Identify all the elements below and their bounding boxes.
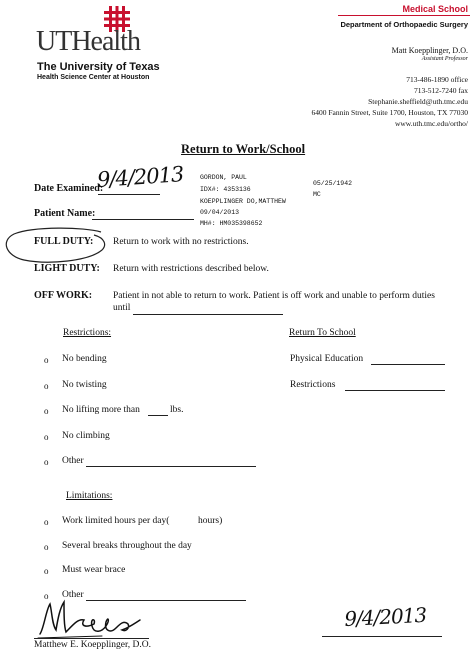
sticker-dob: 05/25/1942 [313, 180, 353, 187]
limitation-label: Must wear brace [62, 565, 126, 575]
contact-title: Assistant Professor [421, 56, 468, 62]
light-duty-label: LIGHT DUTY: [34, 263, 100, 274]
date-examined-line [98, 194, 160, 195]
signature-date: 9/4/2013 [343, 602, 427, 631]
patient-name-label: Patient Name: [34, 208, 96, 219]
off-work-label: OFF WORK: [34, 290, 93, 301]
off-work-text: Patient in not able to return to work. Patient is off work and unable to perform duties [113, 291, 435, 301]
form-title: Return to Work/School [181, 142, 306, 156]
full-duty-text: Return to work with no restrictions. [113, 237, 249, 247]
bullet-icon: o [44, 432, 49, 442]
limitations-header: Limitations: [66, 491, 113, 501]
limitation-label: Several breaks throughout the day [62, 541, 192, 551]
contact-fax: 713-512-7240 fax [414, 86, 468, 95]
brand-wordmark: UTHealth [36, 26, 140, 57]
restrictions-header: Restrictions: [63, 328, 112, 338]
signature-line [34, 638, 149, 639]
sticker-sex: MC [313, 191, 321, 198]
full-duty-label: FULL DUTY: [34, 236, 94, 247]
school-name: Medical School [402, 4, 468, 14]
return-to-school-header: Return To School [289, 328, 356, 338]
restriction-label: No twisting [62, 380, 107, 390]
contact-website[interactable]: www.uth.tmc.edu/ortho/ [394, 119, 468, 128]
restriction-label: No lifting more than [62, 405, 140, 415]
off-work-until-line [133, 314, 283, 315]
signature-date-line [322, 636, 442, 637]
lifting-weight-line [148, 415, 168, 416]
sticker-doctor: KOEPPLINGER DO,MATTHEW [200, 198, 286, 205]
sticker-visit-date: 09/04/2013 [200, 209, 240, 216]
restriction-label: Other [62, 456, 84, 466]
contact-name: Matt Koepplinger, D.O. [391, 46, 468, 55]
bullet-icon: o [44, 381, 49, 391]
limitation-label: Work limited hours per day( [62, 516, 170, 526]
limitation-label: Other [62, 590, 84, 600]
header-rule [338, 15, 470, 16]
bullet-icon: o [44, 517, 49, 527]
physician-name: Matthew E. Koepplinger, D.O. [34, 640, 152, 650]
university-name: The University of Texas [37, 61, 160, 73]
restriction-other-line [86, 466, 256, 467]
restriction-label: No climbing [62, 431, 110, 441]
physical-education-line [371, 364, 445, 365]
bullet-icon: o [44, 355, 49, 365]
bullet-icon: o [44, 591, 49, 601]
school-restrictions-line [345, 390, 445, 391]
date-examined-value: 9/4/2013 [96, 162, 185, 192]
off-work-until-label: until [113, 303, 131, 313]
bullet-icon: o [44, 457, 49, 467]
bullet-icon: o [44, 406, 49, 416]
bullet-icon: o [44, 566, 49, 576]
contact-office-phone: 713-486-1890 office [406, 75, 468, 84]
patient-name-line [92, 219, 194, 220]
department-name: Department of Orthopaedic Surgery [340, 20, 468, 29]
restriction-label: No bending [62, 354, 107, 364]
school-item-label: Restrictions [290, 380, 336, 390]
sticker-mh: MH#: HM035398652 [200, 220, 263, 227]
physician-signature [36, 598, 146, 640]
sticker-idx: IDX#: 4353136 [200, 186, 251, 193]
contact-address: 6400 Fannin Street, Suite 1700, Houston, TX 77030 [311, 108, 468, 117]
hours-label: hours) [198, 516, 223, 526]
school-item-label: Physical Education [290, 354, 364, 364]
sticker-patient-name: GORDON, PAUL [200, 174, 247, 181]
lbs-label: lbs. [170, 405, 184, 415]
light-duty-text: Return with restrictions described below. [113, 264, 269, 274]
bullet-icon: o [44, 542, 49, 552]
contact-email[interactable]: Stephanie.sheffield@uth.tmc.edu [368, 97, 468, 106]
center-name: Health Science Center at Houston [37, 74, 150, 81]
date-examined-label: Date Examined: [34, 183, 104, 194]
